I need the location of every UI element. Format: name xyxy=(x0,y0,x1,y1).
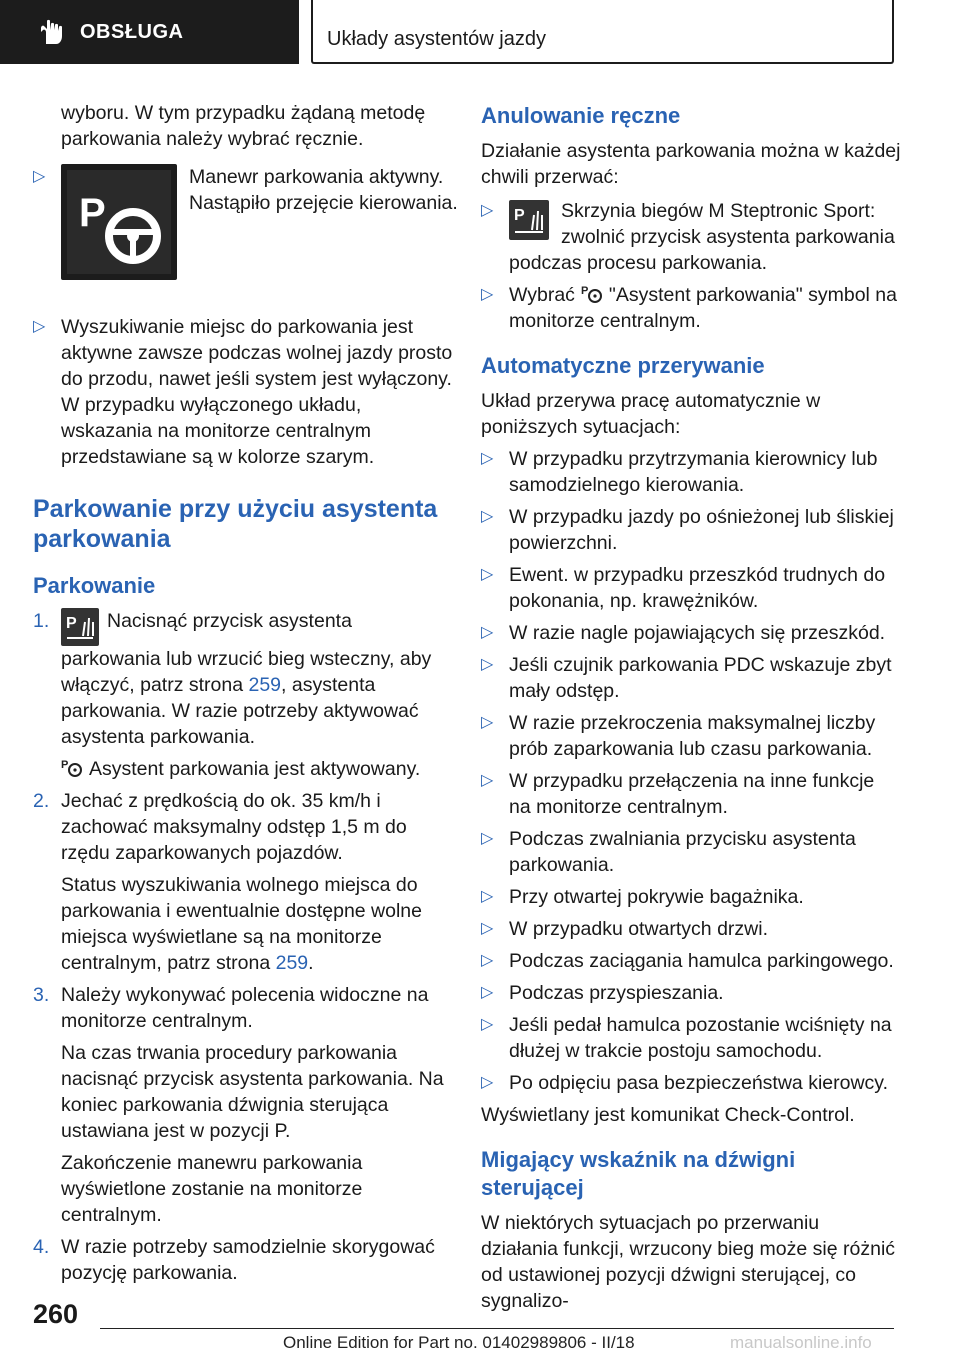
svg-text:P: P xyxy=(79,191,106,235)
subsection-heading: Anulowanie ręczne xyxy=(481,103,681,128)
list-item: ▷ Przy otwartej pokrywie bagażnika. xyxy=(481,886,804,908)
chapter-title: Układy asystentów jazdy xyxy=(327,28,546,50)
list-item: ▷ W razie nagle pojawiających się przeszkód. xyxy=(481,622,886,644)
triangle-right-icon: ▷ xyxy=(481,286,494,303)
list-item: ▷ W przypadku jazdy po ośnieżonej lub śliskiej powierzchni. xyxy=(481,506,894,554)
subsection-heading: Parkowanie xyxy=(33,573,156,598)
parking-assist-symbol-icon xyxy=(581,284,603,304)
triangle-right-icon: ▷ xyxy=(481,714,494,731)
svg-text:P: P xyxy=(61,759,69,771)
list-item: ▷ Podczas zwalniania przycisku asystenta parkowania. xyxy=(481,828,856,876)
list-item: ▷ Jeśli pedał hamulca pozostanie wciśnięty na dłużej w trakcie postoju samochodu. xyxy=(481,1014,892,1062)
triangle-right-icon: ▷ xyxy=(481,202,494,219)
list-item: ▷ Wybrać P "Asystent parkowania" symbol na monitorze centralnym. xyxy=(481,284,897,332)
list-item: ▷ Ewent. w przypadku przeszkód trudnych do pokonania, np. krawężników. xyxy=(481,564,886,612)
list-item: ▷ Jeśli czujnik parkowania PDC wskazuje zbyt mały odstęp. xyxy=(481,654,892,702)
list-item: ▷ W przypadku przełączenia na inne funkcje na monitorze centralnym. xyxy=(481,770,875,818)
search-bullet-list xyxy=(33,314,453,470)
parking-assist-button-icon xyxy=(509,200,549,240)
triangle-right-icon: ▷ xyxy=(481,888,494,905)
watermark: manualsonline.info xyxy=(730,1333,872,1352)
triangle-right-icon: ▷ xyxy=(481,566,494,583)
list-item: ▷ W razie przekroczenia maksymalnej liczby prób zaparkowania lub czasu parkowania. xyxy=(481,712,876,760)
triangle-right-icon: ▷ xyxy=(481,830,494,847)
list-item: ▷ Wyszukiwanie miejsc do parkowania jest aktywne zawsze podczas wolnej jazdy prosto do przodu, nawet jeśli system jest wyłączony. W przypadku wyłączonego układu, wskazania na monitorze centralnym przedstawiane są w kolorze szarym. xyxy=(33,316,453,468)
triangle-right-icon: ▷ xyxy=(481,920,494,937)
right-column xyxy=(481,100,901,1320)
triangle-right-icon: ▷ xyxy=(33,168,46,185)
list-item: ▷ Po odpięciu pasa bezpieczeństwa kierowcy. xyxy=(481,1072,889,1094)
page-header xyxy=(0,0,960,66)
list-item: ▷ W przypadku otwartych drzwi. xyxy=(481,918,768,940)
parking-assist-symbol-icon xyxy=(61,758,83,778)
intro-paragraph: wyboru. W tym przypadku żądaną metodę parkowania należy wybrać ręcznie. xyxy=(61,102,426,150)
hand-icon xyxy=(38,18,66,46)
step-number: 1. xyxy=(33,610,50,632)
parking-assist-button-icon xyxy=(61,608,99,646)
triangle-right-icon: ▷ xyxy=(481,508,494,525)
triangle-right-icon: ▷ xyxy=(481,772,494,789)
manual-list xyxy=(481,198,901,334)
list-item: ▷ Podczas zaciągania hamulca parkingowego. xyxy=(481,950,894,972)
subsection-heading: Automatyczne przerywanie xyxy=(481,353,765,378)
page-number: 260 xyxy=(33,1299,79,1329)
paragraph: Układ przerywa pracę automatycznie w poniższych sytuacjach: xyxy=(481,390,821,438)
section-heading: Parkowanie przy użyciu asystenta parkowania xyxy=(33,495,438,553)
svg-text:P: P xyxy=(66,615,77,632)
page-link[interactable]: 259 xyxy=(248,674,282,696)
list-item: ▷ P Skrzynia biegów M Steptronic Sport: zwolnić przycisk asystenta parkowania podczas procesu parkowania. xyxy=(481,200,895,274)
list-item: ▷ W przypadku przytrzymania kierownicy lub samodzielnego kierowania. xyxy=(481,448,878,496)
step-number: 2. xyxy=(33,790,50,812)
footer-divider xyxy=(100,1328,894,1329)
icon-bullet-item xyxy=(33,164,458,314)
auto-list xyxy=(481,446,901,1096)
parking-steering-icon xyxy=(61,164,177,280)
triangle-right-icon: ▷ xyxy=(481,656,494,673)
paragraph: Wyświetlany jest komunikat Check-Control. xyxy=(481,1104,855,1126)
step-number: 3. xyxy=(33,984,50,1006)
triangle-right-icon: ▷ xyxy=(481,1016,494,1033)
triangle-right-icon: ▷ xyxy=(481,450,494,467)
page-footer xyxy=(0,1290,960,1362)
triangle-right-icon: ▷ xyxy=(481,1074,494,1091)
svg-text:P: P xyxy=(514,207,525,224)
icon-item-text: Manewr parkowania aktywny. Nastąpiło przejęcie kierowania. xyxy=(189,166,458,214)
paragraph: Działanie asystenta parkowania można w każdej chwili przerwać: xyxy=(481,140,901,188)
step-item: 4. W razie potrzeby samodzielnie skorygować pozycję parkowania. xyxy=(33,1236,435,1284)
step-item: 1. P Nacisnąć przycisk asystenta parkowania lub wrzucić bieg wsteczny, aby włączyć, patrz strona 259, asystenta parkowania. W razie potrzeby aktywować asystenta parkowania. P Asystent parkowania jest aktywowany. xyxy=(33,610,432,780)
subsection-heading: Migający wskaźnik na dźwigni sterującej xyxy=(481,1147,796,1200)
triangle-right-icon: ▷ xyxy=(481,952,494,969)
triangle-right-icon: ▷ xyxy=(481,984,494,1001)
section-title: OBSŁUGA xyxy=(80,21,184,43)
steps-list xyxy=(33,608,453,1286)
step-item: 3. Należy wykonywać polecenia widoczne na monitorze centralnym. Na czas trwania procedury parkowania nacisnąć przycisk asystenta parkowania. Na koniec parkowania dźwignia sterująca ustawiana jest w pozycji P. Zakończenie manewru parkowania wyświetlone zostanie na monitorze centralnym. xyxy=(33,984,444,1226)
chapter-tab xyxy=(311,0,894,64)
edition-text: Online Edition for Part no. 01402989806 - II/18 xyxy=(283,1333,635,1352)
svg-text:P: P xyxy=(580,285,589,297)
triangle-right-icon: ▷ xyxy=(33,318,46,335)
page-link[interactable]: 259 xyxy=(275,952,309,974)
section-tab xyxy=(0,0,299,64)
list-item: ▷ Podczas przyspieszania. xyxy=(481,982,724,1004)
left-column xyxy=(33,100,458,1292)
paragraph: W niektórych sytuacjach po przerwaniu działania funkcji, wrzucony bieg może się różnić od ustawionej pozycji dźwigni sterującej, co sygnalizo- xyxy=(481,1212,896,1312)
step-number: 4. xyxy=(33,1236,50,1258)
triangle-right-icon: ▷ xyxy=(481,624,494,641)
step-item: 2. Jechać z prędkością do ok. 35 km/h i zachować maksymalny odstęp 1,5 m do rzędu zaparkowanych pojazdów. Status wyszukiwania wolnego miejsca do parkowania i ewentualnie dostępne wolne miejsca wyświetlane są na monitorze centralnym, patrz strona 259. xyxy=(33,790,422,974)
